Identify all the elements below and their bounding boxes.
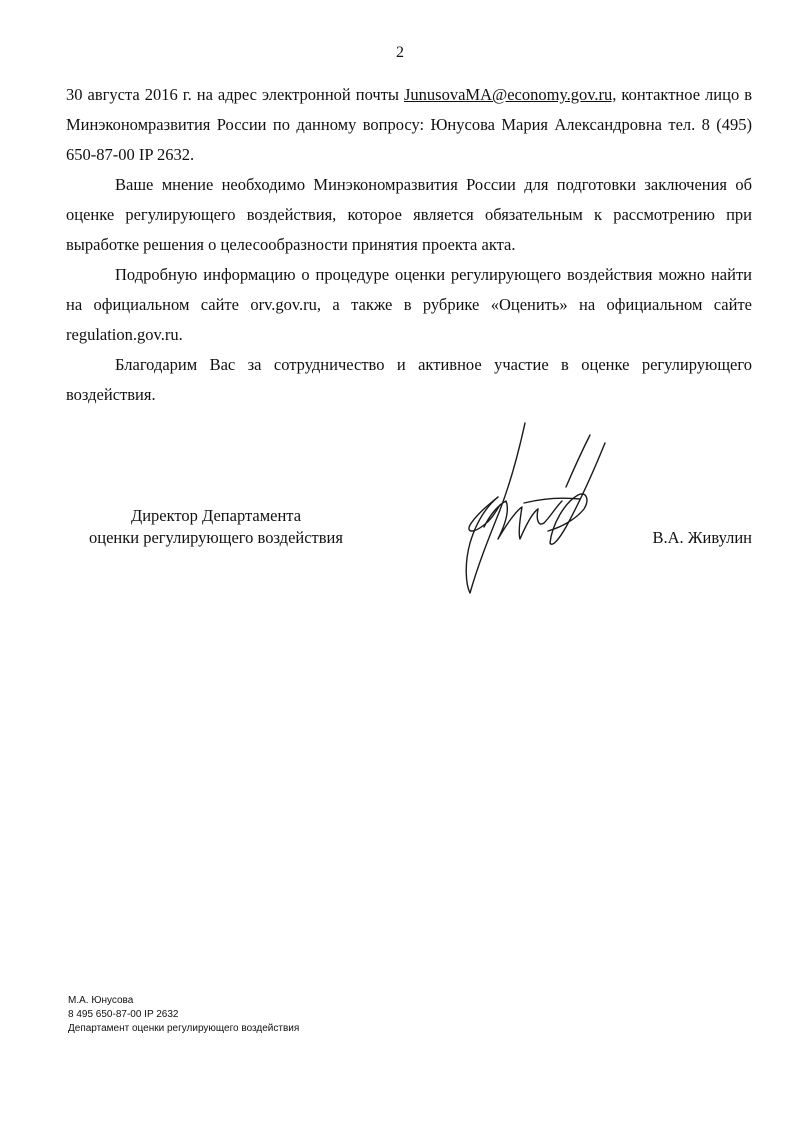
paragraph-opinion: Ваше мнение необходимо Минэкономразвития России для подготовки заключения об оценке регулирующего воздействия, которое является обязательным к рассмотрению при выработке решения о целесообразности принятия проекта акта. <box>66 175 752 254</box>
executor-department: Департамент оценки регулирующего воздействия <box>68 1023 300 1034</box>
paragraph-thanks: Благодарим Вас за сотрудничество и активное участие в оценке регулирующего воздействия. <box>66 355 752 404</box>
signatory-title <box>66 505 366 549</box>
executor-phone: 8 495 650-87-00 IP 2632 <box>68 1009 179 1020</box>
signatory-name: В.А. Живулин <box>652 528 752 547</box>
paragraph-contact-start: 30 августа 2016 г. на адрес электронной почты <box>66 85 405 104</box>
handwritten-signature <box>440 415 610 605</box>
paragraph-info: Подробную информацию о процедуре оценки регулирующего воздействия можно найти на официальном сайте orv.gov.ru, а также в рубрике «Оценить» на официальном сайте regulation.gov.ru. <box>66 265 752 344</box>
paragraph-contact-end: контактное лицо в Минэкономразвития России по данному вопросу: Юнусова Мария Александровна тел. 8 (495) 650-87-00 IP 2632. <box>66 85 752 164</box>
page-number: 2 <box>396 44 404 61</box>
signatory-title-line2: оценки регулирующего воздействия <box>89 528 343 547</box>
signatory-title-line1: Директор Департамента <box>130 506 302 525</box>
executor-footer <box>68 994 299 1036</box>
email-link[interactable]: JunusovaMA@economy.gov.ru, <box>404 85 617 104</box>
executor-name: М.А. Юнусова <box>68 995 134 1006</box>
paragraph-contact <box>66 80 752 170</box>
letter-body <box>66 80 752 410</box>
